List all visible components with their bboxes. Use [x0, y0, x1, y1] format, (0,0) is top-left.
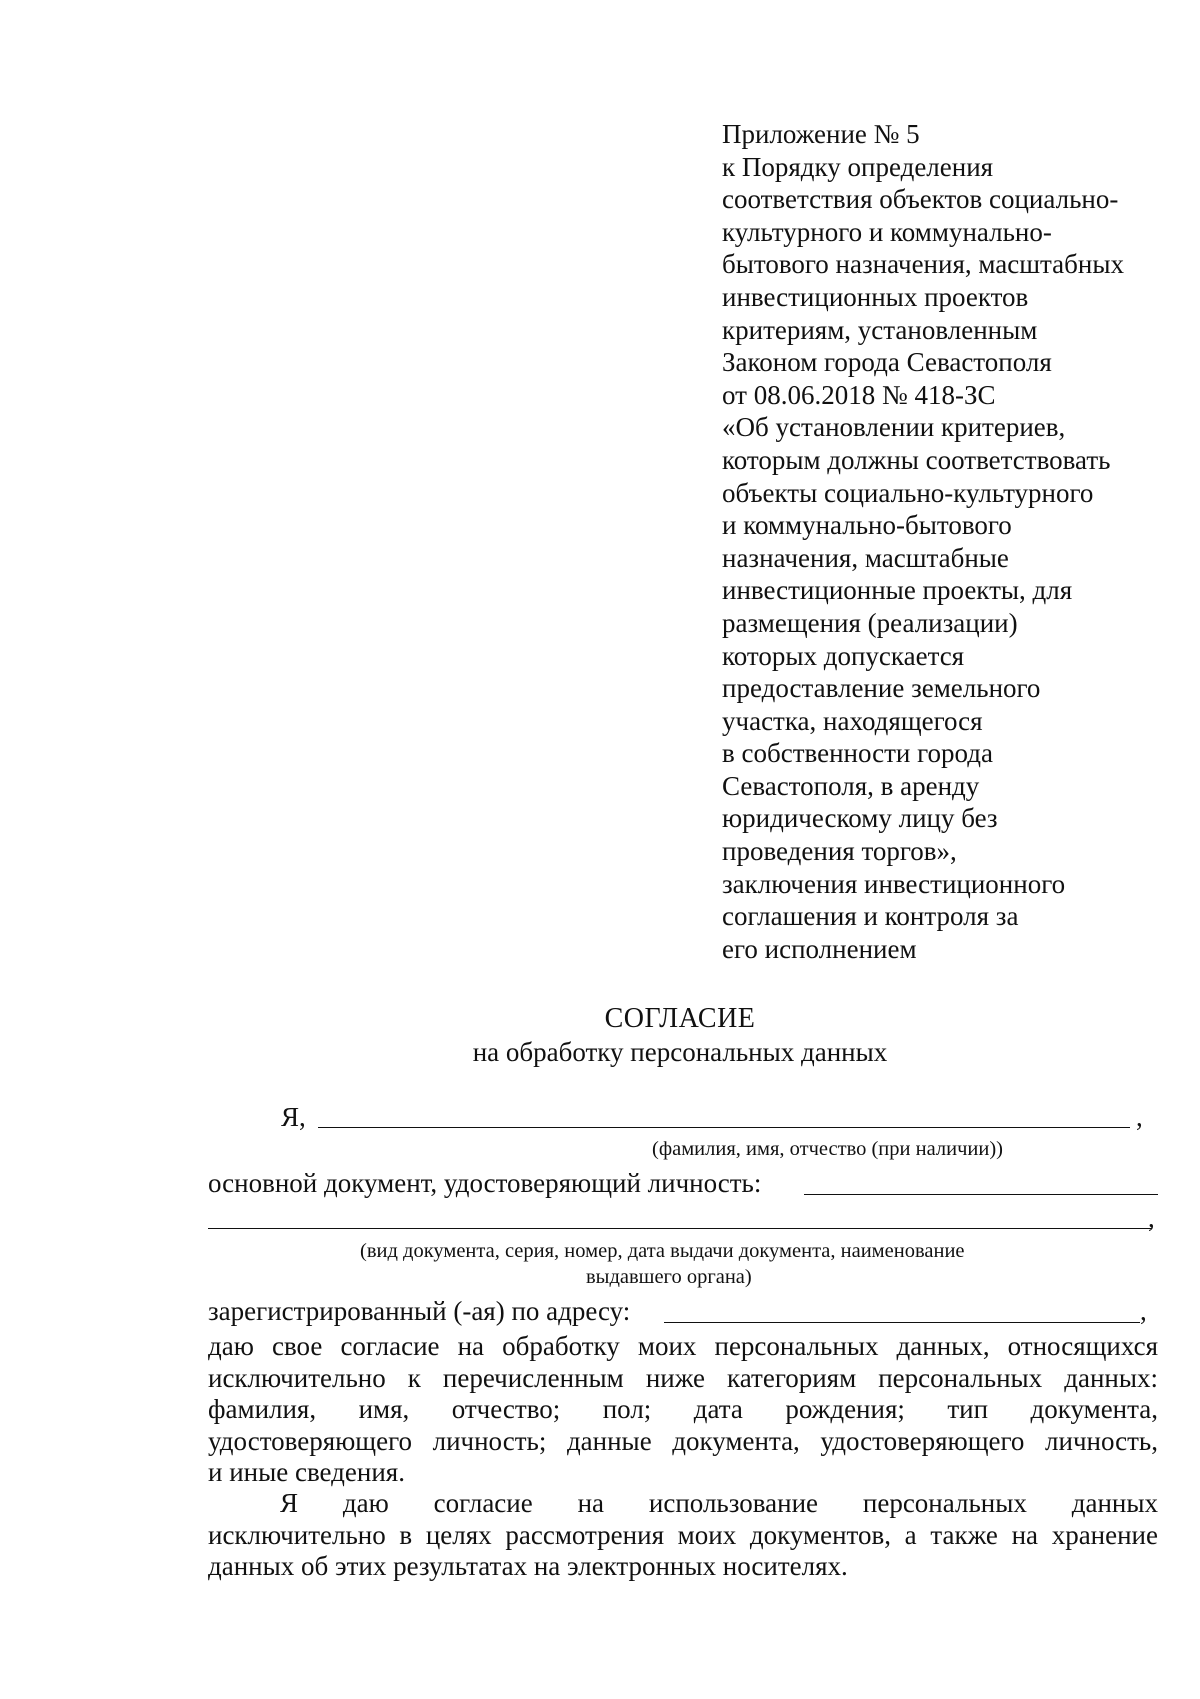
appendix-line: которым должны соответствовать [722, 444, 1111, 475]
paragraph-line: исключительно в целях рассмотрения моих документов, а также на хранение [208, 1519, 1158, 1550]
appendix-line: объекты социально-культурного [722, 477, 1094, 508]
address-label: зарегистрированный (-ая) по адресу: [208, 1296, 631, 1326]
fio-comma: , [1136, 1102, 1143, 1132]
consent-paragraph-1 [208, 1331, 1158, 1489]
paragraph-line: и иные сведения. [208, 1457, 405, 1487]
address-comma: , [1140, 1296, 1147, 1326]
appendix-line: назначения, масштабные [722, 542, 1009, 573]
appendix-line: заключения инвестиционного [722, 868, 1066, 899]
appendix-line: юридическому лицу без [722, 803, 998, 834]
consent-paragraph-2 [208, 1488, 1158, 1583]
appendix-line: его исполнением [722, 933, 917, 964]
paragraph-line: исключительно к перечисленным ниже категориям персональных данных: [208, 1362, 1158, 1393]
appendix-line: «Об установлении критериев, [722, 412, 1066, 443]
doc-comma: , [1148, 1203, 1155, 1233]
fio-hint: (фамилия, имя, отчество (при наличии)) [652, 1138, 1003, 1160]
doc-hint-line2: выдавшего органа) [586, 1266, 752, 1288]
ya-label: Я, [281, 1102, 306, 1132]
doc-label: основной документ, удостоверяющий личность: [208, 1168, 762, 1198]
paragraph-line: Я даю согласие на использование персональных данных [280, 1488, 1158, 1518]
paragraph-line: даю свое согласие на обработку моих персональных данных, относящихся [208, 1331, 1158, 1361]
appendix-line: инвестиционные проекты, для [722, 575, 1073, 606]
appendix-line: Севастополя, в аренду [722, 770, 980, 801]
appendix-line: в собственности города [722, 738, 993, 769]
appendix-line: и коммунально-бытового [722, 510, 1012, 541]
appendix-header [722, 118, 1162, 965]
appendix-line: к Порядку определения [722, 151, 994, 182]
appendix-line: Законом города Севастополя [722, 347, 1052, 378]
appendix-line: инвестиционных проектов [722, 281, 1029, 312]
appendix-line: культурного и коммунально- [722, 216, 1052, 247]
appendix-line: предоставление земельного [722, 673, 1041, 704]
appendix-line: размещения (реализации) [722, 607, 1018, 638]
appendix-line: соответствия объектов социально- [722, 184, 1119, 215]
appendix-line: бытового назначения, масштабных [722, 249, 1124, 280]
appendix-line: критериям, установленным [722, 314, 1038, 345]
doc-hint-line1: (вид документа, серия, номер, дата выдачи документа, наименование [360, 1240, 965, 1262]
appendix-line: от 08.06.2018 № 418-ЗС [722, 379, 996, 410]
doc-field-line-2[interactable] [208, 1228, 1152, 1229]
appendix-line: которых допускается [722, 640, 965, 671]
appendix-line: участка, находящегося [722, 705, 983, 736]
fio-field-line[interactable] [318, 1127, 1130, 1128]
paragraph-line: удостоверяющего личность; данные документа, удостоверяющего личность, [208, 1425, 1158, 1456]
appendix-line: проведения торгов», [722, 836, 957, 867]
document-title: СОГЛАСИЕ [604, 1003, 756, 1034]
address-field-line[interactable] [664, 1322, 1140, 1323]
paragraph-line: фамилия, имя, отчество; пол; дата рождения; тип документа, [208, 1394, 1158, 1424]
document-subtitle: на обработку персональных данных [472, 1037, 888, 1067]
doc-field-line[interactable] [804, 1194, 1158, 1195]
appendix-line: Приложение № 5 [722, 119, 920, 149]
appendix-line: соглашения и контроля за [722, 901, 1019, 932]
paragraph-line: данных об этих результатах на электронных носителях. [208, 1551, 848, 1581]
